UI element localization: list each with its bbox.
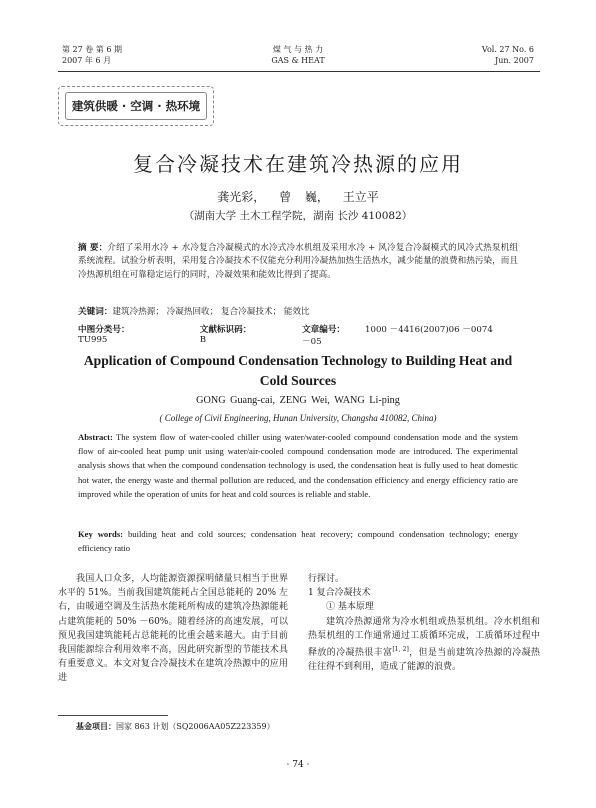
paper-title-cn: 复合冷凝技术在建筑冷热源的应用	[133, 152, 463, 176]
article-number-value: 1000 －4416(2007)06 －0074 －05	[302, 325, 493, 347]
footnote-label: 基金项目：	[76, 722, 116, 731]
abstract-en-text: The system flow of water-cooled chiller using water/water-cooled compound condensation mode and the system flow of air-cooled heat pump unit using water/air-cooled compound condensation mode are introduced. The experimental analysis shows that when the compound condensation technology is used, the condensation heat is fully used to heat domestic hot water, the energy waste and thermal pollution are reduced, and the condensation efficiency and energy efficiency ratio are improved while the operation of units for heat and cold sources is reliable and stable.	[78, 432, 518, 499]
header-date-cn: 2007 年 6 月	[62, 56, 112, 65]
document-code	[200, 323, 282, 347]
body-continuation: 行探讨。	[308, 574, 345, 584]
body-paragraph	[308, 615, 540, 675]
authors-cn: 龚光彩， 曾 巍， 王立平	[217, 190, 379, 204]
clc-value: TU995	[78, 335, 108, 345]
abstract-en	[78, 430, 518, 501]
keywords-cn-label: 关键词：	[78, 307, 113, 317]
citation: [1, 2]	[392, 646, 409, 654]
article-number-label: 文章编号：	[302, 325, 346, 335]
section-label: 建筑供暖 · 空调 · 热环境	[65, 92, 207, 120]
clc-label: 中图分类号：	[78, 325, 130, 335]
section-heading: 1 复合冷凝技术	[308, 588, 371, 599]
page-number: · 74 ·	[286, 760, 310, 770]
header-volume-issue-en: Vol. 27 No. 6	[481, 45, 534, 54]
header-volume-issue-cn: 第 27 卷 第 6 期	[62, 45, 122, 54]
paper-title-en: Application of Compound Condensation Technology to Building Heat and Cold Sources	[83, 353, 513, 388]
clc-number	[78, 323, 180, 347]
affiliation-cn: （湖南大学 土木工程学院，湖南 长沙 410082）	[183, 210, 413, 222]
footnote-rule	[58, 715, 168, 716]
section-label-box	[58, 86, 214, 126]
header-volume-en	[482, 44, 534, 66]
body-paragraph-end: ，但是当前建筑冷热源的冷凝热往往得不到利用，造成了能源的浪费。	[308, 648, 540, 673]
keywords-en-text: building heat and cold sources; condensation heat recovery; compound condensation technology; energy efficiency ratio	[78, 529, 519, 554]
doc-code-value: B	[199, 335, 207, 345]
header-journal-en: GAS & HEAT	[271, 56, 325, 65]
footnote-text: 国家 863 计划（SQ2006AA05Z223359）	[116, 722, 275, 731]
authors-en: GONG Guang-cai, ZENG Wei, WANG Li-ping	[196, 395, 400, 406]
header-journal-cn: 煤 气 与 热 力	[272, 45, 324, 54]
body-paragraph-text: 建筑冷热源通常为冷水机组或热泵机组。冷水机组和热泵机组的工作通常通过工质循环完成，工质循环过程中释放的冷凝热很丰富	[308, 616, 540, 659]
header-date-en: Jun. 2007	[495, 56, 534, 65]
body-column-right	[308, 572, 540, 674]
abstract-cn-text: 介绍了采用水冷 + 水冷复合冷凝模式的水冷式冷水机组及采用水冷 + 风冷复合冷凝模式的风冷式热泵机组系统流程。试验分析表明，采用复合冷凝技术不仅能充分利用冷凝热加热生活热水，减少能量的浪费和热污染，而且冷热源机组在可靠稳定运行的同时，冷凝效果和能效比得到了提高。	[78, 243, 518, 280]
keywords-en-label: Key words:	[78, 529, 124, 539]
header-rule	[58, 71, 540, 72]
article-number	[302, 323, 498, 347]
keywords-cn	[78, 306, 518, 319]
doc-code-label: 文献标识码：	[199, 325, 252, 335]
abstract-cn-label: 摘 要：	[78, 243, 108, 253]
keywords-cn-text: 建筑冷热源； 冷凝热回收； 复合冷凝技术； 能效比	[112, 307, 310, 317]
abstract-cn	[78, 242, 518, 282]
body-column-left: 我国人口众多，人均能源资源探明储量只相当于世界水平的 51%。当前我国建筑能耗占全国总能耗的 20% 左右，由暖通空调及生活热水能耗所构成的建筑冷热源能耗占建筑能耗的 50% －60%。随着经济的高速发展，可以预见我国建筑能耗占总能耗的比重会越来越大。由于目前我国能源综合利用效率不高，因此研究新型的节能技术具有重要意义。本文对复合冷凝技术在建筑冷热源中的应用进	[58, 574, 288, 684]
affiliation-en: ( College of Civil Engineering, Hunan University, Changsha 410082, China)	[159, 413, 437, 423]
subsection-heading: ① 基本原理	[326, 602, 374, 613]
keywords-en	[78, 527, 518, 555]
classification-row	[78, 323, 518, 347]
abstract-en-label: Abstract:	[78, 432, 113, 442]
footnote	[76, 721, 275, 732]
